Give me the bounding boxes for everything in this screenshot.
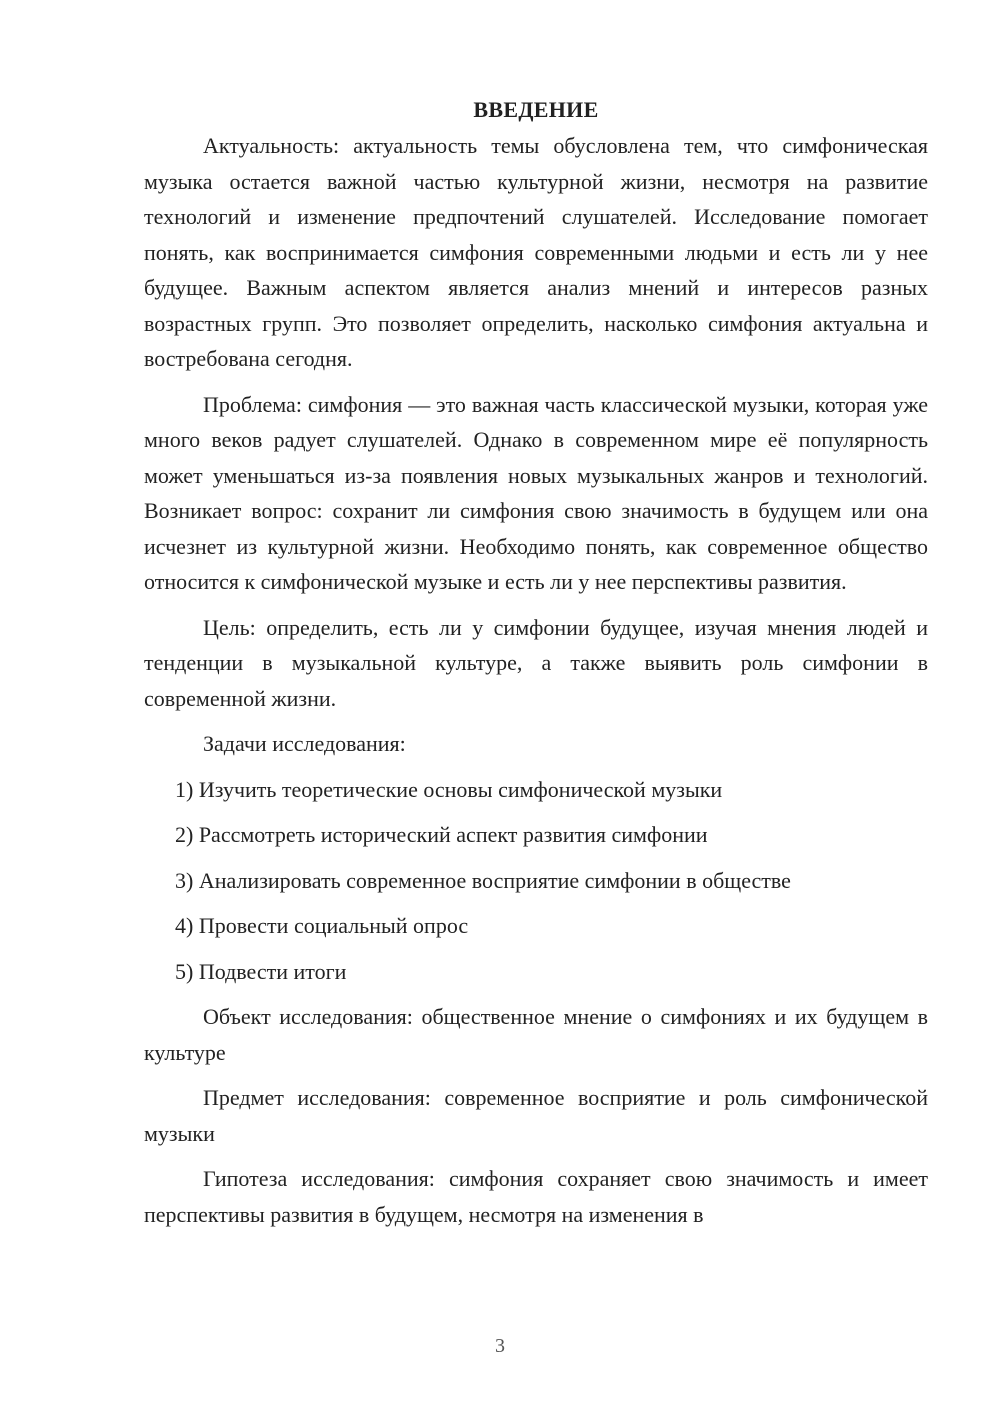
paragraph-goal: Цель: определить, есть ли у симфонии будущее, изучая мнения людей и тенденции в музыкальной культуре, а также выявить роль симфонии в современной жизни. bbox=[144, 614, 928, 711]
paragraph-relevance: Актуальность: актуальность темы обусловлена тем, что симфоническая музыка остается важной частью культурной жизни, несмотря на развитие технологий и изменение предпочтений слушателей. Исследование помогает понять, как воспринимается симфония современными людьми и есть ли у нее будущее. Важным аспектом является анализ мнений и интересов разных возрастных групп. Это позволяет определить, насколько симфония актуальна и востребована сегодня. bbox=[144, 133, 928, 371]
task-item: 5) Подвести итоги bbox=[175, 958, 347, 984]
page-content bbox=[144, 92, 928, 1232]
task-item: 4) Провести социальный опрос bbox=[175, 913, 469, 938]
task-item: 2) Рассмотреть исторический аспект развития симфонии bbox=[175, 822, 708, 847]
paragraph-object: Объект исследования: общественное мнение о симфониях и их будущем в культуре bbox=[144, 1004, 928, 1065]
paragraph-hypothesis: Гипотеза исследования: симфония сохраняет свою значимость и имеет перспективы развития в будущем, несмотря на изменения в bbox=[144, 1166, 928, 1227]
section-title: ВВЕДЕНИЕ bbox=[473, 97, 599, 122]
task-list bbox=[144, 772, 928, 990]
tasks-heading: Задачи исследования: bbox=[203, 731, 406, 756]
page-number: 3 bbox=[495, 1335, 505, 1357]
paragraph-subject: Предмет исследования: современное восприятие и роль симфонической музыки bbox=[144, 1085, 928, 1146]
task-item: 1) Изучить теоретические основы симфонической музыки bbox=[175, 776, 723, 802]
paragraph-problem: Проблема: симфония — это важная часть классической музыки, которая уже много веков радует слушателей. Однако в современном мире её популярность может уменьшаться из-за появления новых музыкальных жанров и технологий. Возникает вопрос: сохранит ли симфония свою значимость в будущем или она исчезнет из культурной жизни. Необходимо понять, как современное общество относится к симфонической музыке и есть ли у нее перспективы развития. bbox=[144, 391, 928, 594]
task-item: 3) Анализировать современное восприятие симфонии в обществе bbox=[175, 867, 791, 893]
